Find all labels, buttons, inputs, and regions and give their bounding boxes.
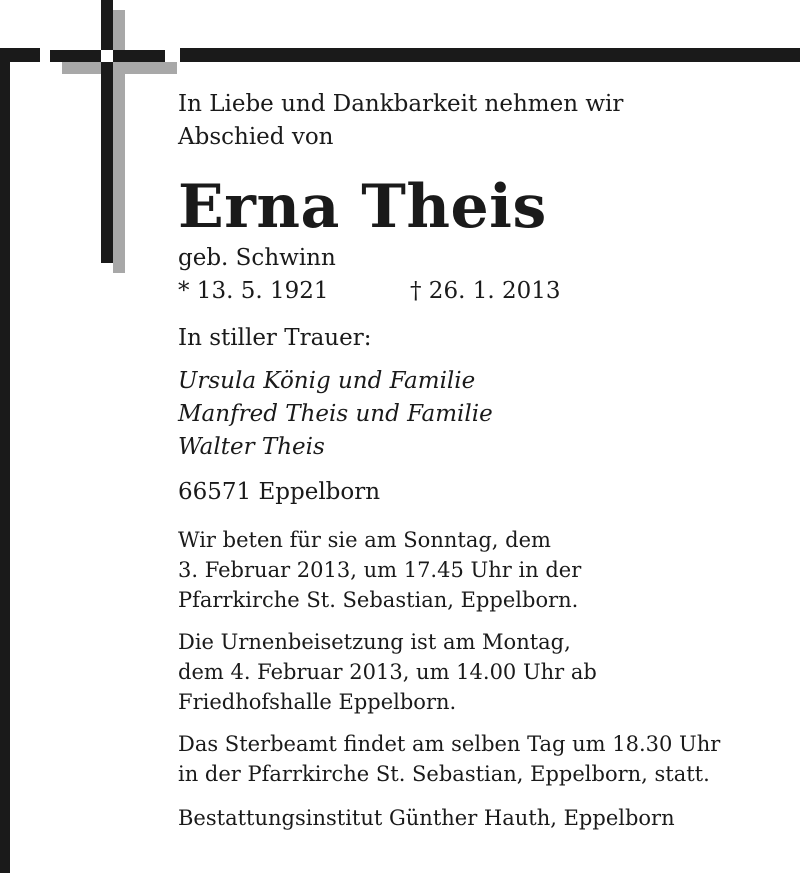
cross-center-highlight (101, 50, 113, 62)
deceased-name: Erna Theis (178, 172, 547, 242)
frame-top-right-border (180, 48, 800, 62)
mourner: Ursula König und Familie (178, 368, 476, 394)
prayer-line: Wir beten für sie am Sonntag, dem (178, 528, 551, 552)
prayer-line: Pfarrkirche St. Sebastian, Eppelborn. (178, 588, 579, 612)
death-date: † 26. 1. 2013 (410, 278, 561, 304)
mourner: Manfred Theis und Familie (178, 401, 493, 427)
mourning-heading: In stiller Trauer: (178, 325, 372, 351)
intro-line: In Liebe und Dankbarkeit nehmen wir (178, 91, 624, 117)
urn-line: Friedhofshalle Eppelborn. (178, 690, 457, 714)
requiem-line: Das Sterbeamt findet am selben Tag um 18.30 Uhr (178, 732, 721, 756)
intro-text (178, 88, 778, 154)
cross-vertical-bar (101, 0, 113, 263)
intro-line: Abschied von (178, 124, 334, 150)
cross-shadow-horizontal (62, 62, 177, 74)
funeral-home: Bestattungsinstitut Günther Hauth, Eppelborn (178, 806, 675, 830)
birth-date: * 13. 5. 1921 (178, 278, 329, 304)
place: 66571 Eppelborn (178, 479, 381, 505)
mourners-list (178, 365, 778, 464)
requiem-line: in der Pfarrkirche St. Sebastian, Eppelborn, statt. (178, 762, 710, 786)
mourner: Walter Theis (178, 434, 325, 460)
maiden-name: geb. Schwinn (178, 245, 336, 271)
urn-notice (178, 627, 778, 717)
urn-line: dem 4. Februar 2013, um 14.00 Uhr ab (178, 660, 597, 684)
life-dates (178, 275, 778, 308)
prayer-notice (178, 525, 778, 615)
obituary-content (178, 88, 778, 833)
requiem-notice (178, 729, 778, 789)
urn-line: Die Urnenbeisetzung ist am Montag, (178, 630, 571, 654)
frame-left-border (0, 48, 10, 873)
prayer-line: 3. Februar 2013, um 17.45 Uhr in der (178, 558, 582, 582)
